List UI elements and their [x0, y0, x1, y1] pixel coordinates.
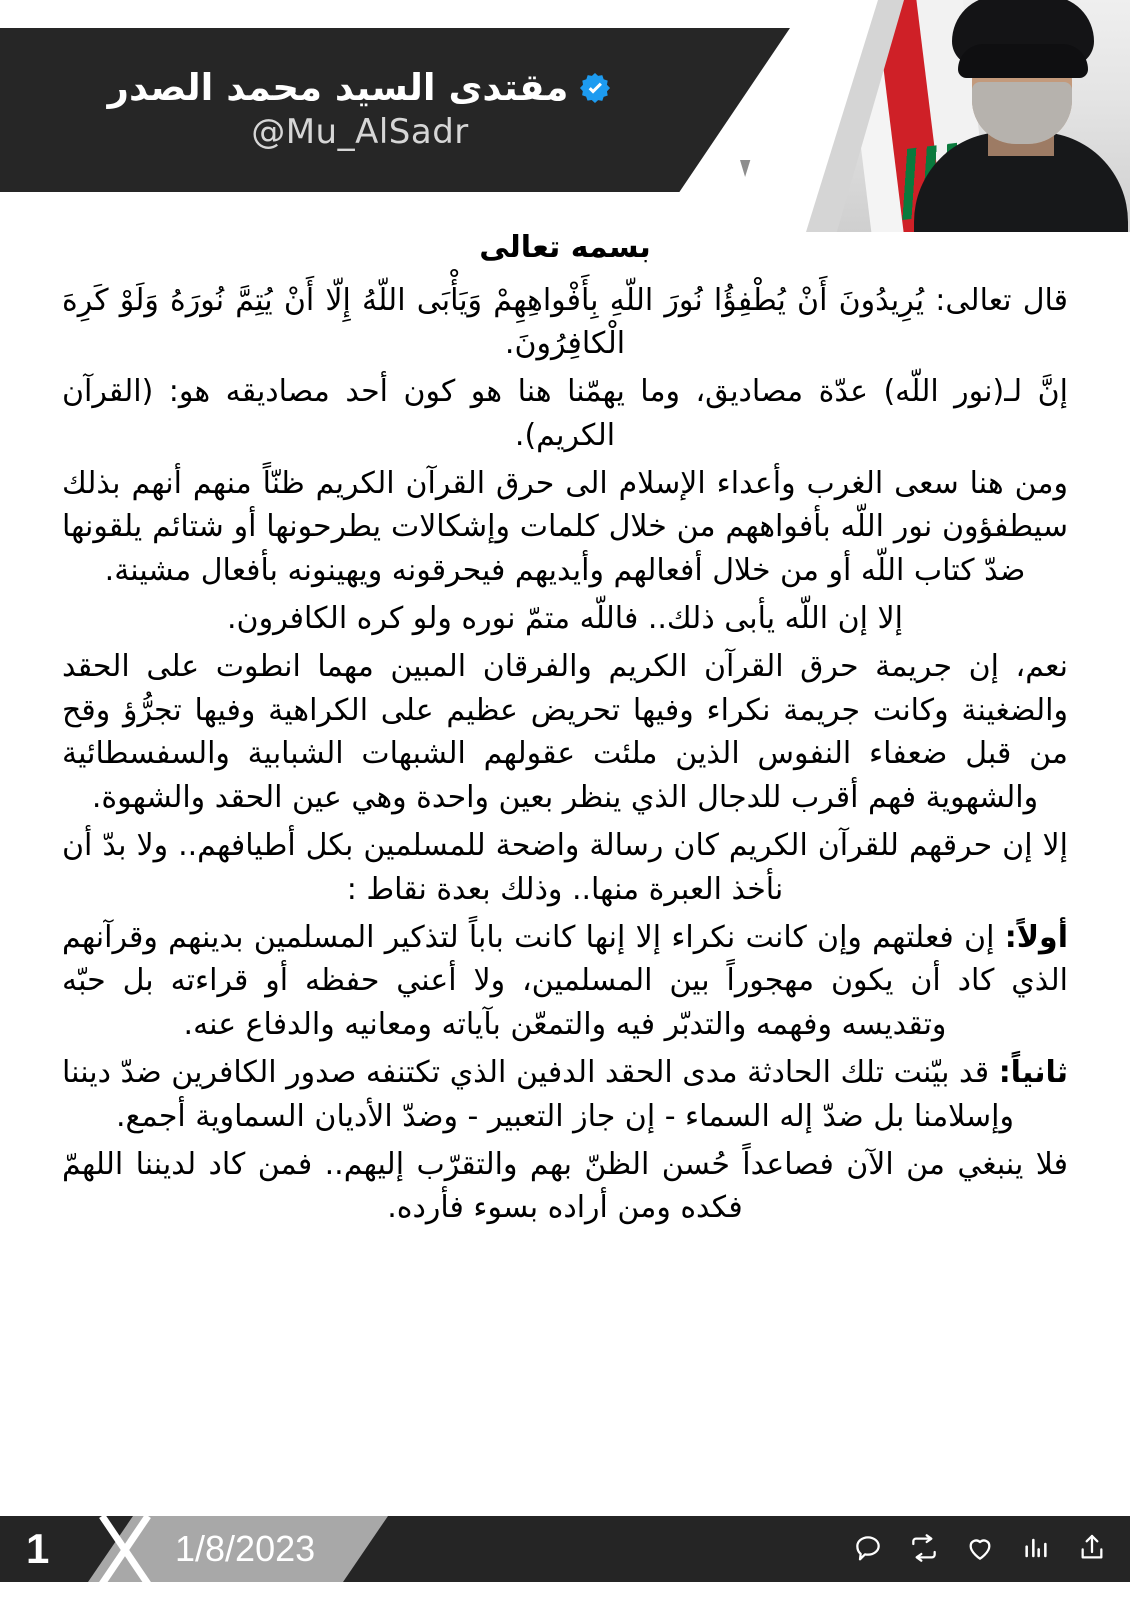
- comment-icon[interactable]: [850, 1532, 884, 1566]
- point-second-label: ثانياً:: [998, 1055, 1068, 1091]
- page-number: 1: [26, 1525, 50, 1572]
- portrait-figure: [906, 0, 1130, 232]
- paragraph-noor-allah: إنَّ لـ(نور اللّه) عدّة مصاديق، وما يهمّنا هنا هو كون أحد مصاديقه هو: (القرآن الكريم).: [62, 374, 1068, 453]
- closing-line: فلا ينبغي من الآن فصاعداً حُسن الظنّ بهم والتقرّب إليهم.. فمن كاد لديننا اللهمّ فكده ومن أراده بسوء فأرده.: [62, 1146, 1068, 1226]
- account-name-label: مقتدى السيد محمد الصدر: [107, 65, 569, 109]
- paragraph-allah-refuses: إلا إن اللّه يأبى ذلك.. فاللّه متمّ نوره ولو كره الكافرون.: [227, 601, 903, 637]
- paragraph-quran-verse: قال تعالى: يُرِيدُونَ أَنْ يُطْفِؤُا نُورَ اللّهِ بِأَفْواهِهِمْ وَيَأْبَى اللّهُ إِلّا أَنْ يُتِمَّ نُورَهُ وَلَوْ كَرِهَ الْكافِرُونَ.: [62, 282, 1068, 362]
- footer-actions: [850, 1516, 1108, 1582]
- account-name-row: [107, 65, 613, 109]
- analytics-bars-icon[interactable]: [1018, 1532, 1052, 1566]
- point-first: [62, 916, 1068, 1047]
- paragraph-clear-message: إلا إن حرقهم للقرآن الكريم كان رسالة واضحة للمسلمين بكل أطيافهم.. ولا بدّ أن نأخذ العبرة منها.. وذلك بعدة نقاط :: [62, 828, 1068, 907]
- retweet-icon[interactable]: [906, 1532, 940, 1566]
- paragraph-the-crime: نعم، إن جريمة حرق القرآن الكريم والفرقان المبين مهما انطوت على الحقد والضغينة وكانت جريمة نكراء وفيها تحريض عظيم على الكراهية وفيها تجرُّؤ وقح من قبل ضعفاء النفوس الذين ملئت عقولهم الشبهات الشبابية والسفسطائية والشهوية فهم أقرب للدجال الذي ينظر بعين واحدة وهي عين الحقد والشهوة.: [62, 648, 1068, 816]
- card-header: [0, 0, 1130, 232]
- header-titles: [0, 28, 720, 192]
- statement-body: [0, 228, 1130, 1490]
- x-logo-icon: [78, 1504, 164, 1596]
- post-date: 1/8/2023: [175, 1528, 316, 1569]
- point-second-text: قد بيّنت تلك الحادثة مدى الحقد الدفين الذي تكتنفه صدور الكافرين ضدّ ديننا وإسلامنا بل ضدّ إله السماء - إن جاز التعبير - وضدّ الأديان السماوية أجمع.: [62, 1055, 1015, 1134]
- verified-badge-icon: [578, 71, 612, 105]
- share-icon[interactable]: [1074, 1532, 1108, 1566]
- point-second: [62, 1051, 1068, 1139]
- card-footer: [0, 1498, 1130, 1600]
- point-first-text: إن فعلتهم وإن كانت نكراء إلا إنها كانت باباً لتذكير المسلمين بدينهم وقرآنهم الذي كاد أن يكون مهجوراً بين المسلمين، ولا أعني حفظه أو قراءته بل حبّه وتقديسه وفهمه والتدبّر فيه والتمعّن بآياته ومعانيه والدفاع عنه.: [62, 919, 1068, 1043]
- bismillah-heading: بسمه تعالى: [479, 230, 651, 265]
- point-first-label: أولاً:: [1004, 919, 1068, 955]
- account-handle: @Mu_AlSadr: [251, 112, 469, 153]
- paragraph-enemies-of-islam: ومن هنا سعى الغرب وأعداء الإسلام الى حرق القرآن الكريم ظنّاً منهم أنهم بذلك سيطفؤون نور اللّه بأفواههم من خلال كلمات وإشكالات يطرحونها أو شتائم يلقونها ضدّ كتاب اللّه أو من خلال أفعالهم وأيديهم فيحرقونه ويهينونه بأفعال مشينة.: [62, 465, 1068, 589]
- heart-icon[interactable]: [962, 1532, 996, 1566]
